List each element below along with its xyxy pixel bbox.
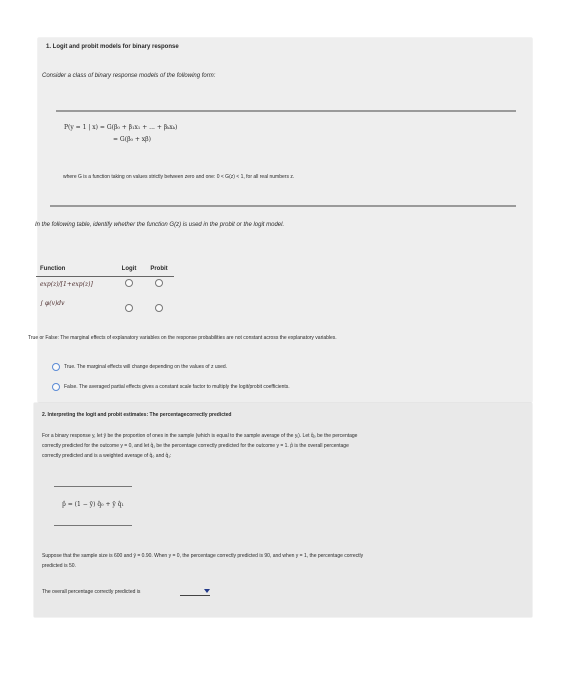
question-1-panel xyxy=(28,38,532,402)
suppose-line-1: Suppose that the sample size is 600 and ȳ = 0.90. When y = 0, the percentage correctly predicted is 90, and when y = 1, the percentage correctly xyxy=(42,553,364,559)
option-true-radio[interactable] xyxy=(52,363,60,371)
function-normal-cdf xyxy=(36,291,114,315)
table-row xyxy=(36,291,174,315)
row1-probit-radio[interactable] xyxy=(155,279,163,287)
intro-text: Consider a class of binary response models of the following form: xyxy=(42,73,216,79)
question-2-title: 2. Interpreting the logit and probit estimates: The percentagecorrectly predicted xyxy=(42,412,232,418)
final-prompt: The overall percentage correctly predicted is xyxy=(42,589,141,595)
row2-probit-radio[interactable] xyxy=(155,304,163,312)
formula-divider-top xyxy=(54,486,132,487)
function-logistic: exp(z)/[1+exp(z)] xyxy=(40,280,93,288)
tf-question-text: True or False: The marginal effects of explanatory variables on the response probabilities are not constant across the explanatory variables. xyxy=(28,335,337,341)
divider-top xyxy=(56,110,516,112)
option-false-radio[interactable] xyxy=(52,383,60,391)
equation-line-2: = G(β₀ + xβ) xyxy=(113,136,151,143)
equation-line-1: P(y = 1 | x) = G(β₀ + β₁x₁ + ... + βₖxₖ) xyxy=(64,124,178,131)
option-true-label[interactable]: True. The marginal effects will change depending on the values of z used. xyxy=(64,364,228,370)
row1-logit-radio[interactable] xyxy=(125,279,133,287)
question-2-panel xyxy=(34,403,532,617)
body-line-1: For a binary response y, let ȳ be the proportion of ones in the sample (which is equal to the sample average of the yᵢ). Let q̂₀ be the percentage xyxy=(42,433,358,439)
function-table xyxy=(36,262,174,315)
table-prompt: In the following table, identify whether the function G(z) is used in the probit or the logit model. xyxy=(35,222,285,228)
suppose-line-2: predicted is 50. xyxy=(42,563,76,569)
chevron-down-icon xyxy=(204,589,210,593)
header-logit: Logit xyxy=(114,262,144,277)
integral-expression: ∫ φ(v)dv xyxy=(40,299,65,307)
table-row xyxy=(36,277,174,292)
where-text: where G is a function taking on values strictly between zero and one: 0 < G(z) < 1, for all real numbers z. xyxy=(63,174,295,180)
formula-divider-bottom xyxy=(54,525,132,526)
body-line-2: correctly predicted for the outcome y = 0, and let q̂₁ be the percentage correctly predicted for the outcome y = 1. p̂ is the overall percentage xyxy=(42,443,349,449)
option-false-label[interactable]: False. The averaged partial effects gives a constant scale factor to multiply the logit/probit coefficients. xyxy=(64,384,290,390)
header-probit: Probit xyxy=(144,262,174,277)
row2-logit-radio[interactable] xyxy=(125,304,133,312)
divider-bottom xyxy=(50,205,516,207)
body-line-3: correctly predicted and is a weighted average of q̂₀ and q̂₁: xyxy=(42,453,172,459)
question-1-title: 1. Logit and probit models for binary response xyxy=(46,44,179,50)
true-false-question xyxy=(28,335,337,341)
header-function: Function xyxy=(36,262,114,277)
percentage-dropdown[interactable] xyxy=(180,587,210,596)
overall-formula: p̂ = (1 − ȳ) q̂₀ + ȳ q̂₁ xyxy=(62,501,124,508)
